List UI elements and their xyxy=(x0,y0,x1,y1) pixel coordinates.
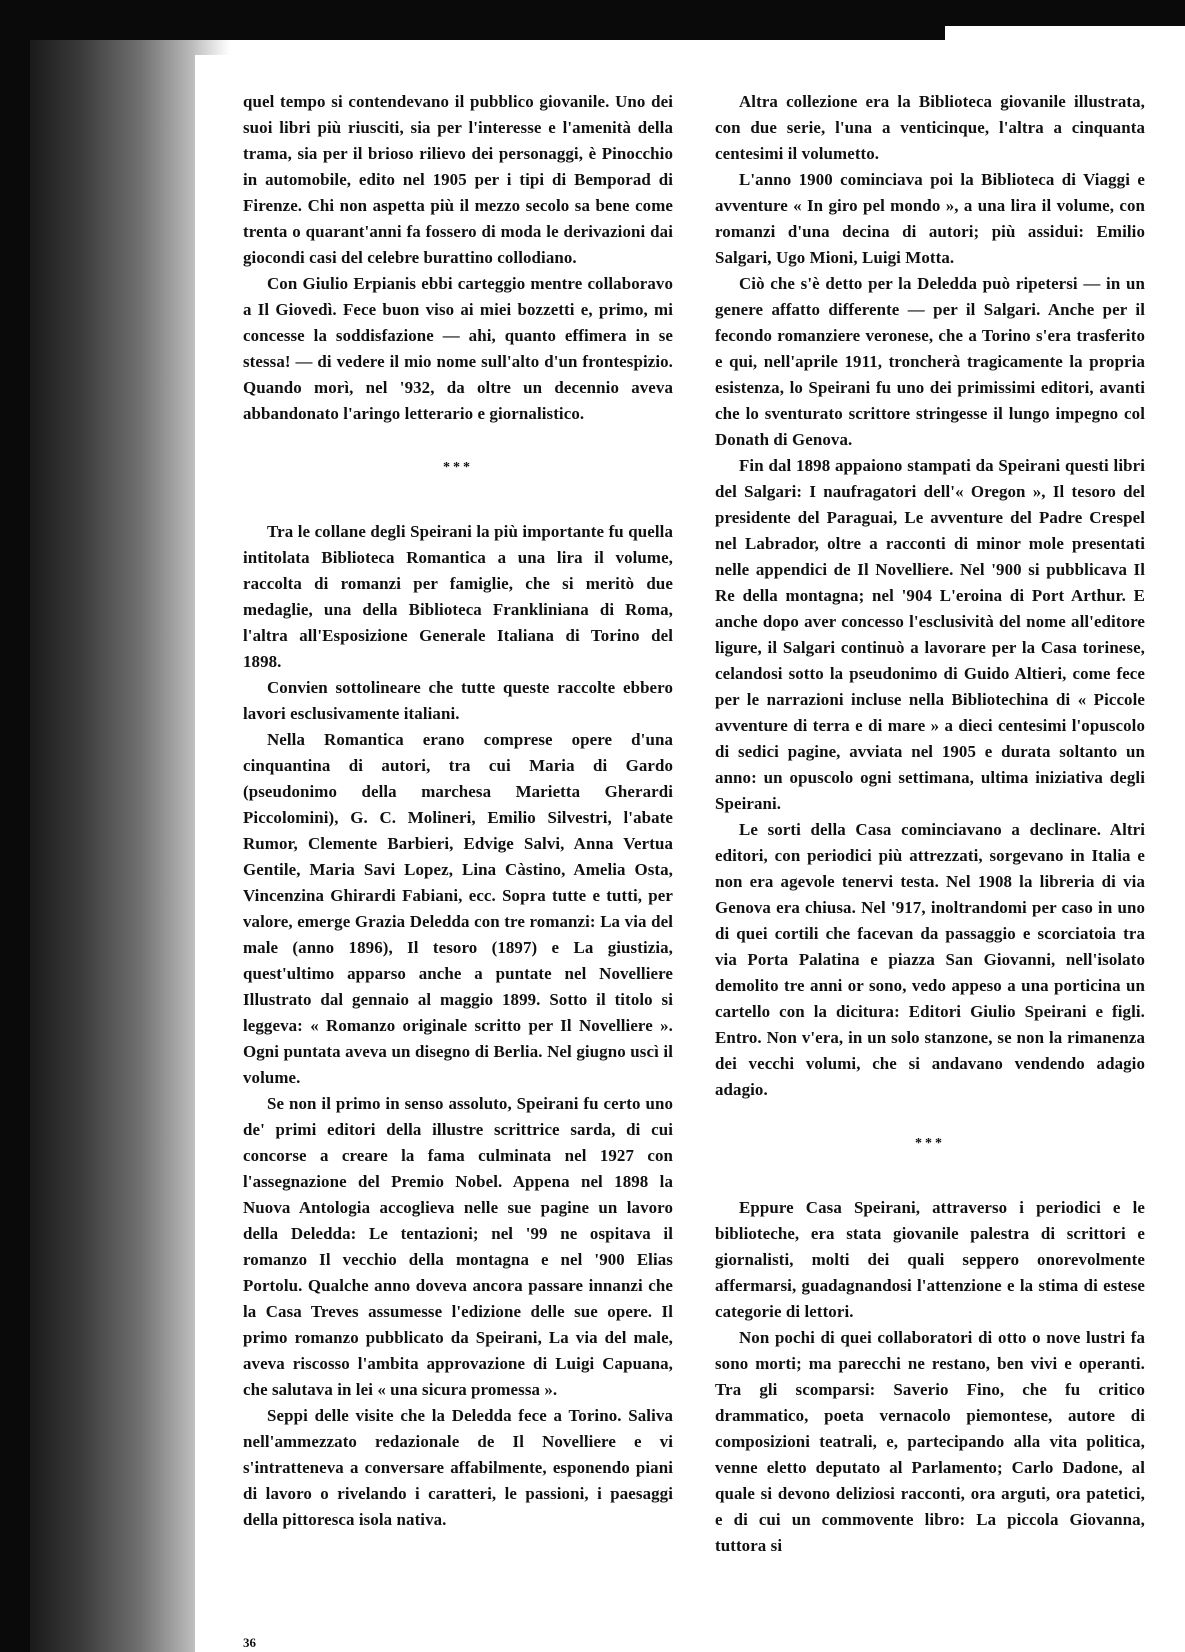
right-column xyxy=(715,89,1145,1559)
scan-border-top xyxy=(0,0,945,40)
section-separator: *** xyxy=(915,1136,945,1151)
page-number: 36 xyxy=(243,1635,256,1650)
paragraph: Ciò che s'è detto per la Deledda può ripetersi — in un genere affatto differente — per il Salgari. Anche per il fecondo romanziere veronese, che a Torino s'era trasferito e qui, nell'aprile 1911, troncherà tragicamente la propria esistenza, lo Speirani fu uno dei primissimi editori, avanti che lo sventurato scrittore stringesse il lungo impegno col Donath di Genova. xyxy=(715,274,1145,449)
paragraph: Tra le collane degli Speirani la più importante fu quella intitolata Biblioteca Romantica a una lira il volume, raccolta di romanzi per famiglie, che si meritò due medaglie, una della Biblioteca Frankliniana di Roma, l'altra all'Esposizione Generale Italiana di Torino del 1898. xyxy=(243,522,673,671)
paragraph: Con Giulio Erpianis ebbi carteggio mentre collaboravo a Il Giovedì. Fece buon viso ai miei bozzetti e, primo, mi concesse la soddisfazione — ahi, quanto effimera in se stessa! — di vedere il mio nome sull'alto d'un frontespizio. Quando morì, nel '932, da oltre un decennio aveva abbandonato l'aringo letterario e giornalistico. xyxy=(243,274,673,423)
book-page xyxy=(195,55,1170,1652)
paragraph: Fin dal 1898 appaiono stampati da Speirani questi libri del Salgari: I naufragatori dell'« Oregon », Il tesoro del presidente del Paraguai, Le avventure del Padre Crespel nel Labrador, oltre a racconti di minor mole presentati nelle appendici de Il Novelliere. Nel '900 si pubblicava Il Re della montagna; nel '904 L'eroina di Port Arthur. E anche dopo aver concesso l'esclusività del nome all'editore ligure, il Salgari continuò a lavorare per la Casa torinese, celandosi sotto la pseudonimo di Guido Altieri, come fece per le narrazioni incluse nella Bibliotechina di « Piccole avventure di terra e di mare » a dieci centesimi l'opuscolo di sedici pagine, avviata nel 1905 e durata soltanto un anno: un opuscolo ogni settimana, ultima iniziativa degli Speirani. xyxy=(715,456,1145,813)
scan-border-top-right xyxy=(945,0,1185,26)
paragraph: Seppi delle visite che la Deledda fece a Torino. Saliva nell'ammezzato redazionale de Il Novelliere e vi s'intratteneva a conversare affabilmente, esponendo piani di lavoro o rivelando i caratteri, le passioni, i paesaggi della pittoresca isola nativa. xyxy=(243,1406,673,1529)
paragraph: L'anno 1900 cominciava poi la Biblioteca di Viaggi e avventure « In giro pel mondo », a una lira il volume, con romanzi d'una decina di autori; più assidui: Emilio Salgari, Ugo Mioni, Luigi Motta. xyxy=(715,170,1145,267)
paragraph: quel tempo si contendevano il pubblico giovanile. Uno dei suoi libri più riusciti, sia per l'interesse e l'amenità della trama, sia per il brioso rilievo dei personaggi, è Pinocchio in automobile, edito nel 1905 per i tipi di Bemporad di Firenze. Chi non aspetta più il mezzo secolo sa bene come trenta o quarant'anni fa fossero di moda le derivazioni dai giocondi casi del celebre burattino collodiano. xyxy=(243,92,673,267)
section-separator: *** xyxy=(443,460,473,475)
paragraph: Convien sottolineare che tutte queste raccolte ebbero lavori esclusivamente italiani. xyxy=(243,678,673,723)
scan-border-left xyxy=(0,0,30,1652)
paragraph: Se non il primo in senso assoluto, Speirani fu certo uno de' primi editori della illustre scrittrice sarda, di cui concorse a creare la fama culminata nel 1927 con l'assegnazione del Premio Nobel. Appena nel 1898 la Nuova Antologia accoglieva nelle sue pagine un lavoro della Deledda: Le tentazioni; nel '99 ne ospitava il romanzo Il vecchio della montagna e nel '900 Elias Portolu. Qualche anno doveva ancora passare innanzi che la Casa Treves assumesse l'edizione delle sue opere. Il primo romanzo pubblicato da Speirani, La via del male, aveva riscosso l'ambita approvazione di Luigi Capuana, che salutava in lei « una sicura promessa ». xyxy=(243,1094,673,1399)
paragraph: Non pochi di quei collaboratori di otto o nove lustri fa sono morti; ma parecchi ne restano, ben vivi e operanti. Tra gli scomparsi: Saverio Fino, che fu critico drammatico, poeta vernacolo piemontese, autore di composizioni teatrali, e, partecipando alla vita politica, venne eletto deputato al Parlamento; Carlo Dadone, al quale si devono deliziosi racconti, ora arguti, ora patetici, e di cui un commovente libro: La piccola Giovanna, tuttora si xyxy=(715,1328,1145,1555)
paragraph: Le sorti della Casa cominciavano a declinare. Altri editori, con periodici più attrezzati, sorgevano in Italia e non era agevole tenervi testa. Nel 1908 la libreria di via Genova era chiusa. Nel '917, inoltrandomi per caso in uno di quei cortili che facevan da passaggio e scorciatoia tra via Porta Palatina e piazza San Giovanni, nell'isolato demolito tre anni or sono, vedo appeso a una porticina un cartello con la dicitura: Editori Giulio Speirani e figli. Entro. Non v'era, in un solo stanzone, se non la rimanenza dei vecchi volumi, che si andavano vendendo adagio adagio. xyxy=(715,820,1145,1099)
paragraph: Nella Romantica erano comprese opere d'una cinquantina di autori, tra cui Maria di Gardo (pseudonimo della marchesa Marietta Gherardi Piccolomini), G. C. Molineri, Emilio Silvestri, l'abate Rumor, Clemente Barbieri, Edvige Salvi, Anna Vertua Gentile, Maria Savi Lopez, Lina Càstino, Amelia Osta, Vincenzina Ghirardi Fabiani, ecc. Sopra tutte e tutti, per valore, emerge Grazia Deledda con tre romanzi: La via del male (anno 1896), Il tesoro (1897) e La giustizia, quest'ultimo apparso anche a puntate nel Novelliere Illustrato dal gennaio al maggio 1899. Sotto il titolo si leggeva: « Romanzo originale scritto per Il Novelliere ». Ogni puntata aveva un disegno di Berlia. Nel giugno uscì il volume. xyxy=(243,730,673,1087)
left-column xyxy=(243,89,673,1533)
paragraph: Altra collezione era la Biblioteca giovanile illustrata, con due serie, l'una a venticinque, l'altra a cinquanta centesimi il volumetto. xyxy=(715,92,1145,163)
paragraph: Eppure Casa Speirani, attraverso i periodici e le biblioteche, era stata giovanile palestra di scrittori e giornalisti, molti dei quali seppero onorevolmente affermarsi, guadagnandosi l'attenzione e la stima di estese categorie di lettori. xyxy=(715,1198,1145,1321)
